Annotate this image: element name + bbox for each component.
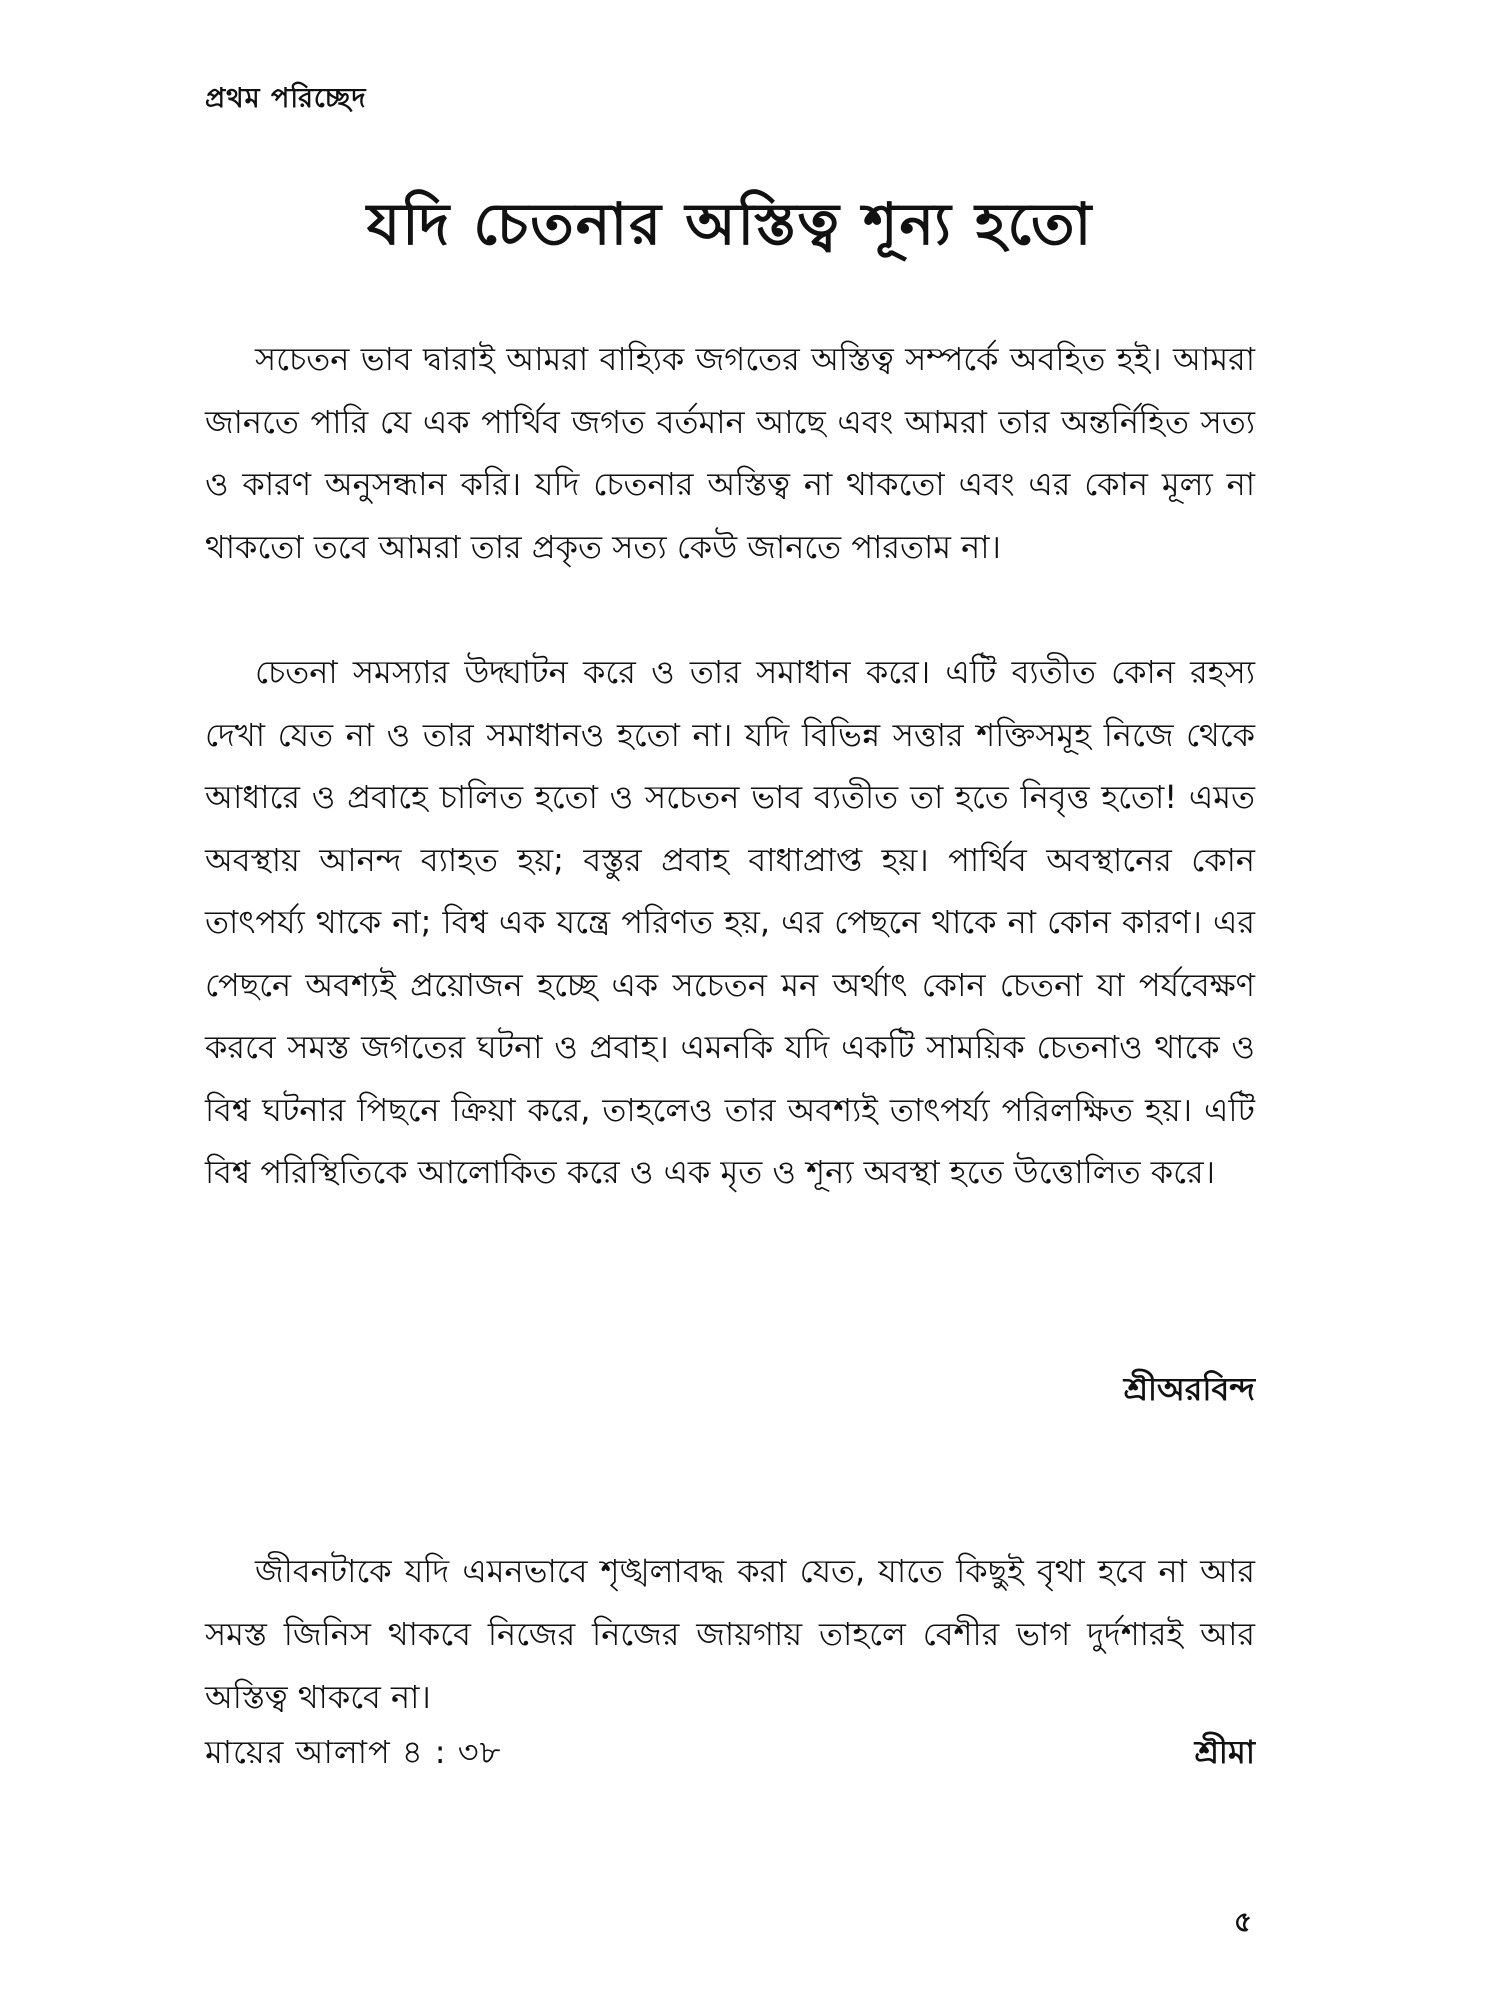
article-signature: শ্রীঅরবিন্দ — [1123, 1370, 1255, 1408]
page-title: যদি চেতনার অস্তিত্ব শূন্য হতো — [366, 190, 1094, 258]
quote-signature: শ্রীমা — [1194, 1733, 1255, 1771]
quote-paragraph: জীবনটাকে যদি এমনভাবে শৃঙ্খলাবদ্ধ করা যেত, যাতে কিছুই বৃথা হবে না আর সমস্ত জিনিস থাকবে নিজের নিজের জায়গায় তাহলে বেশীর ভাগ দুর্দশারই আর অস্তিত্ব থাকবে না। — [205, 1552, 1255, 1716]
quote-source: মায়ের আলাপ ৪ : ৩৮ — [205, 1733, 502, 1771]
article-paragraph-2: চেতনা সমস্যার উদ্ঘাটন করে ও তার সমাধান করে। এটি ব্যতীত কোন রহস্য দেখা যেত না ও তার সমাধানও হতো না। যদি বিভিন্ন সত্তার শক্তিসমূহ নিজে থেকে আধারে ও প্রবাহে চালিত হতো ও সচেতন ভাব ব্যতীত তা হতে নিবৃত্ত হতো! এমত অবস্থায় আনন্দ ব্যাহত হয়; বস্তুর প্রবাহ বাধাপ্রাপ্ত হয়। পার্থিব অবস্থানের কোন তাৎপর্য্য থাকে না; বিশ্ব এক যন্ত্রে পরিণত হয়, এর পেছনে থাকে না কোন কারণ। এর পেছনে অবশ্যই প্রয়োজন হচ্ছে এক সচেতন মন অর্থাৎ কোন চেতনা যা পর্যবেক্ষণ করবে সমস্ত জগতের ঘটনা ও প্রবাহ। এমনকি যদি একটি সাময়িক চেতনাও থাকে ও বিশ্ব ঘটনার পিছনে ক্রিয়া করে, তাহলেও তার অবশ্যই তাৎপর্য্য পরিলক্ষিত হয়। এটি বিশ্ব পরিস্থিতিকে আলোকিত করে ও এক মৃত ও শূন্য অবস্থা হতে উত্তোলিত করে। — [205, 653, 1255, 1191]
article-paragraph-1: সচেতন ভাব দ্বারাই আমরা বাহ্যিক জগতের অস্তিত্ব সম্পর্কে অবহিত হই। আমরা জানতে পারি যে এক পার্থিব জগত বর্তমান আছে এবং আমরা তার অন্তর্নিহিত সত্য ও কারণ অনুসন্ধান করি। যদি চেতনার অস্তিত্ব না থাকতো এবং এর কোন মূল্য না থাকতো তবে আমরা তার প্রকৃত সত্য কেউ জানতে পারতাম না। — [205, 340, 1255, 566]
chapter-label: প্রথম পরিচ্ছেদ — [205, 83, 367, 114]
page-number: ৫ — [1233, 1905, 1252, 1938]
